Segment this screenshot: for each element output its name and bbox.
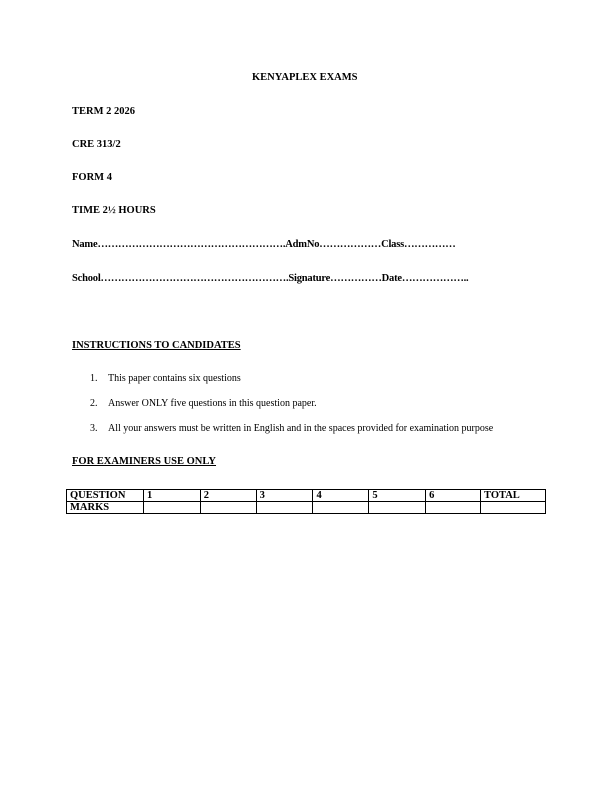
table-cell: 3	[256, 490, 313, 502]
table-cell: 5	[369, 490, 426, 502]
marks-table	[66, 489, 546, 514]
exam-title: KENYAPLEX EXAMS	[252, 72, 358, 83]
table-cell: 6	[426, 490, 481, 502]
examiners-heading: FOR EXAMINERS USE ONLY	[72, 456, 217, 467]
instruction-text: All your answers must be written in English and in the spaces provided for examination purpose	[108, 423, 494, 434]
table-cell: 4	[313, 490, 369, 502]
table-cell: TOTAL	[481, 490, 546, 502]
table-cell: MARKS	[67, 502, 144, 514]
instruction-text: Answer ONLY five questions in this question paper.	[108, 398, 317, 409]
form: FORM 4	[72, 172, 112, 183]
table-cell: QUESTION	[67, 490, 144, 502]
term: TERM 2 2026	[72, 106, 135, 117]
time: TIME 2½ HOURS	[72, 205, 156, 216]
marks-cell[interactable]	[313, 502, 369, 514]
marks-cell[interactable]	[481, 502, 546, 514]
instruction-num: 3.	[90, 423, 98, 434]
paper-code: CRE 313/2	[72, 139, 121, 150]
instructions-heading: INSTRUCTIONS TO CANDIDATES	[72, 340, 241, 351]
marks-cell[interactable]	[200, 502, 256, 514]
table-row	[67, 502, 546, 514]
marks-cell[interactable]	[143, 502, 200, 514]
school-signature-date-line: School……………………………………………….Signature……………Date………………..	[72, 273, 469, 284]
instruction-num: 2.	[90, 398, 98, 409]
marks-cell[interactable]	[369, 502, 426, 514]
table-row	[67, 490, 546, 502]
instruction-num: 1.	[90, 373, 98, 384]
marks-cell[interactable]	[256, 502, 313, 514]
name-admno-class-line: Name……………………………………………….AdmNo………………Class……………	[72, 239, 456, 250]
marks-cell[interactable]	[426, 502, 481, 514]
table-cell: 2	[200, 490, 256, 502]
instruction-text: This paper contains six questions	[108, 373, 241, 384]
table-cell: 1	[143, 490, 200, 502]
